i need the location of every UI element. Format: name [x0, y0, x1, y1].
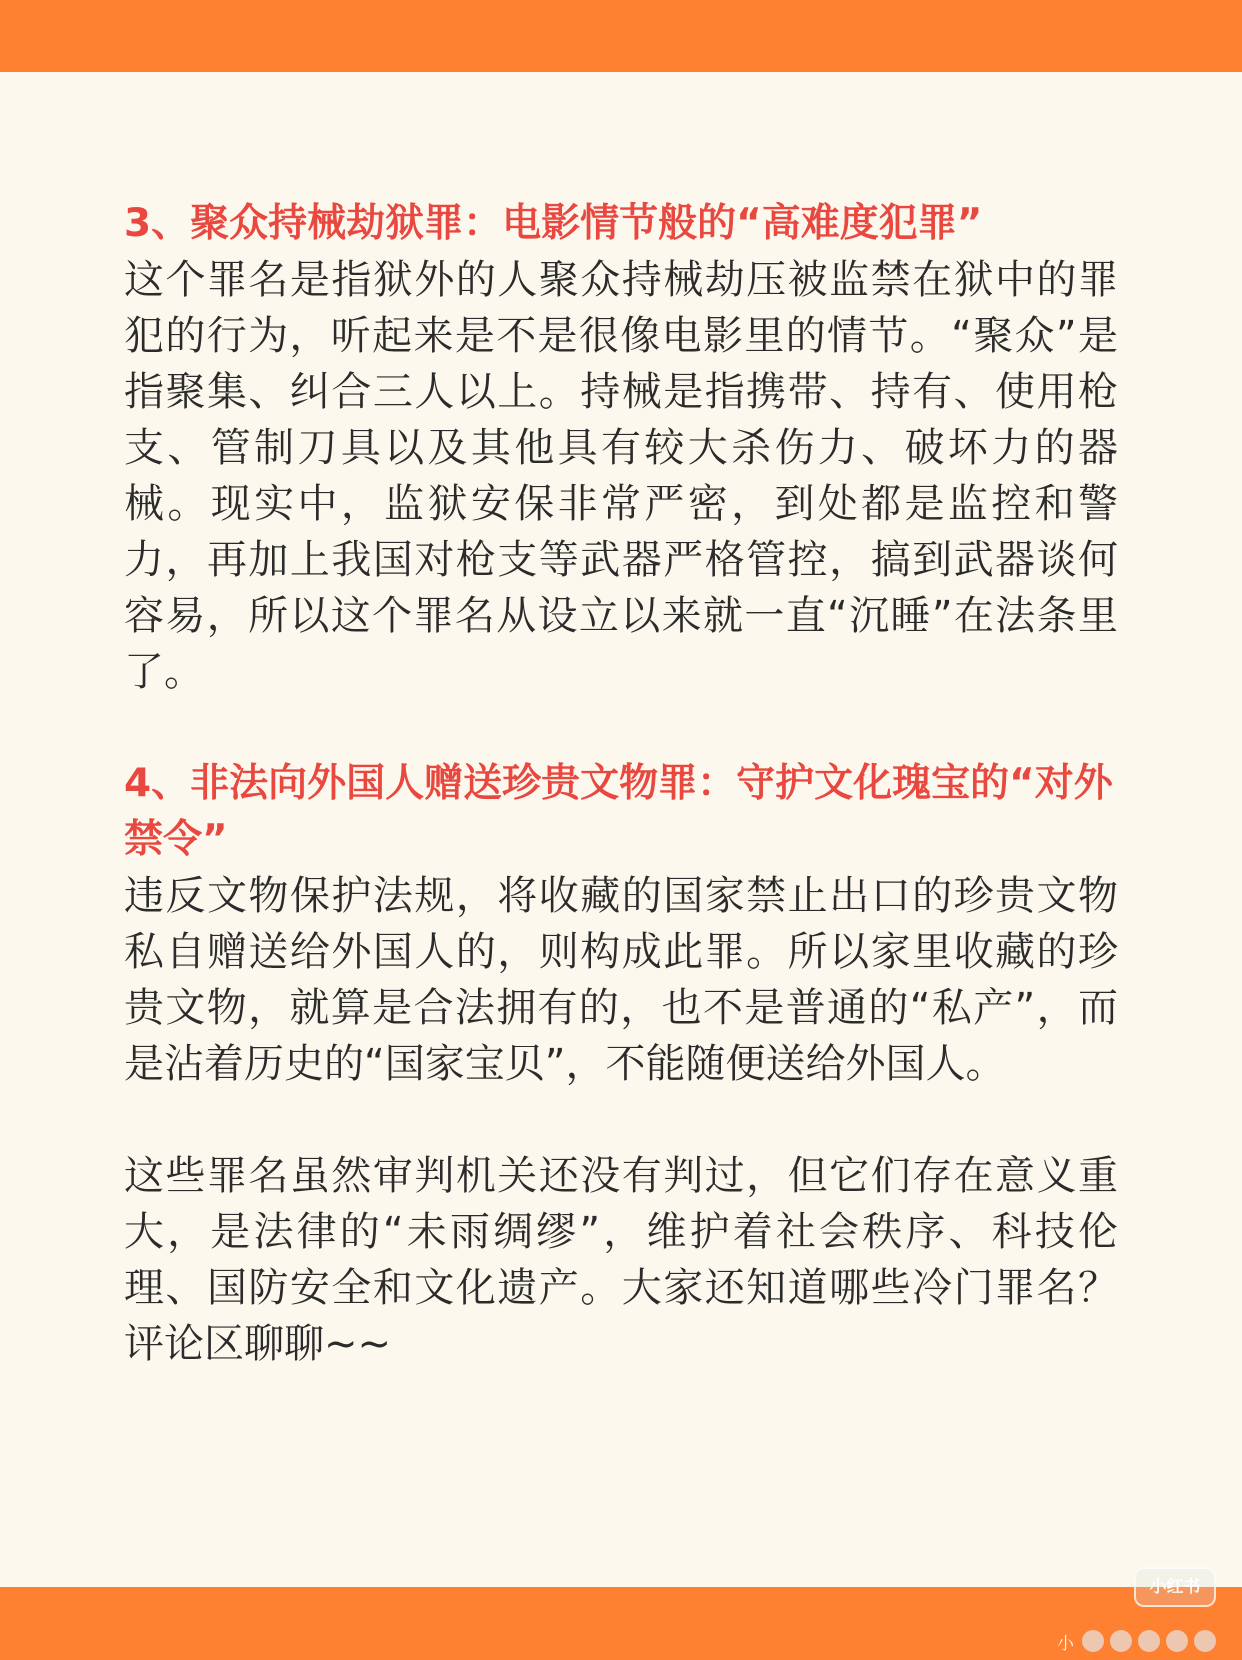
section-3-body: 这个罪名是指狱外的人聚众持械劫压被监禁在狱中的罪犯的行为，听起来是不是很像电影里的情节。“聚众”是指聚集、纠合三人以上。持械是指携带、持有、使用枪支、管制刀具以及其他具有较大杀伤力、破坏力的器械。现实中，监狱安保非常严密，到处都是监控和警力，再加上我国对枪支等武器严格管控，搞到武器谈何容易，所以这个罪名从设立以来就一直“沉睡”在法条里了。 [124, 257, 1118, 695]
article-content [124, 196, 1118, 1372]
top-orange-band [0, 0, 1242, 72]
section-spacer [124, 1092, 1118, 1148]
xiaohongshu-logo-watermark: 小红书 [1134, 1567, 1216, 1607]
section-3-title: 3、聚众持械劫狱罪：电影情节般的“高难度犯罪” [124, 201, 983, 246]
section-4-body: 违反文物保护法规，将收藏的国家禁止出口的珍贵文物私自赠送给外国人的，则构成此罪。所以家里收藏的珍贵文物，就算是合法拥有的，也不是普通的“私产”，而是沾着历史的“国家宝贝”，不能随便送给外国人。 [124, 873, 1118, 1087]
watermark-user-handle [1057, 1628, 1216, 1654]
watermark-handle-text: 小 [1057, 1633, 1074, 1654]
section-spacer [124, 700, 1118, 756]
watermark-obscured-dots-icon [1082, 1630, 1216, 1652]
conclusion-paragraph: 这些罪名虽然审判机关还没有判过，但它们存在意义重大，是法律的“未雨绸缪”，维护着社会秩序、科技伦理、国防安全和文化遗产。大家还知道哪些冷门罪名？评论区聊聊~~ [124, 1153, 1118, 1367]
section-4-title: 4、非法向外国人赠送珍贵文物罪：守护文化瑰宝的“对外禁令” [124, 761, 1113, 862]
bottom-orange-band [0, 1587, 1242, 1660]
